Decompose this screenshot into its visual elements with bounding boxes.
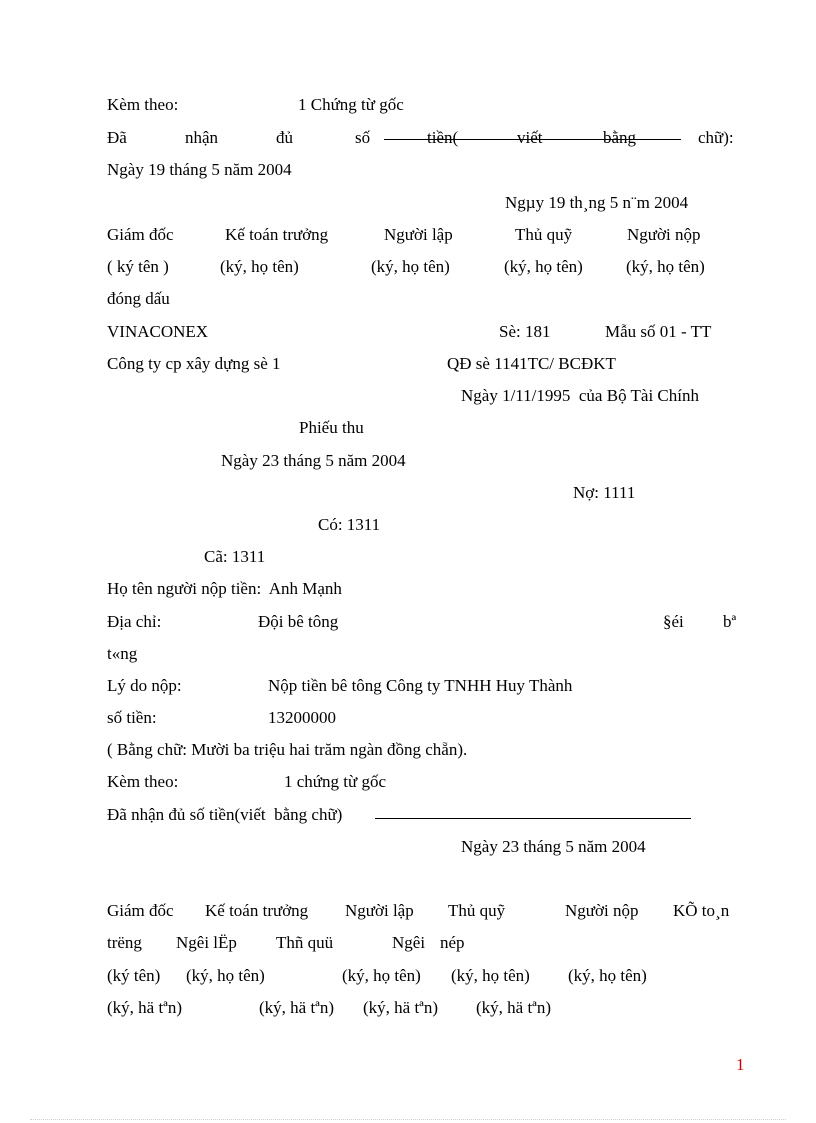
signature-note-garbled: (ký, hä tªn) (259, 998, 335, 1017)
signature-note-garbled: (ký, hä tªn) (476, 998, 552, 1017)
form-number: Mẫu số 01 - TT (605, 322, 712, 341)
signature-garbled: Ngêi lËp (176, 933, 237, 952)
page-number: 1 (736, 1055, 745, 1074)
signature-title: Thủ quỹ (448, 901, 506, 920)
da-nhan-end: chữ): (698, 128, 734, 147)
signature-garbled: nép (440, 933, 465, 952)
date-line: Ngày 19 tháng 5 năm 2004 (107, 160, 292, 179)
sign-note: (ký, họ tên) (504, 257, 583, 276)
sign-note: ( ký tên ) (107, 257, 169, 276)
signature-note-garbled: (ký, hä tªn) (363, 998, 439, 1017)
signature-note: (ký, họ tên) (568, 966, 647, 985)
signature-title: Kế toán trưởng (205, 901, 309, 920)
credit-account-garbled: Cã: 1311 (204, 547, 266, 566)
signature-note: (ký, họ tên) (342, 966, 421, 985)
signature-note: (ký tên) (107, 966, 161, 985)
attachment-label: Kèm theo: (107, 772, 179, 791)
signature-title: KÕ to¸n (673, 901, 730, 920)
signature-garbled: trëng (107, 933, 142, 952)
receipt-date: Ngày 23 tháng 5 năm 2004 (221, 451, 406, 470)
date-line-garbled: Ngµy 19 th¸ng 5 n¨m 2004 (505, 193, 689, 212)
kem-theo-label: Kèm theo: (107, 95, 179, 114)
sign-note: (ký, họ tên) (220, 257, 299, 276)
company-sub: Công ty cp xây dựng sè 1 (107, 354, 281, 373)
page-footer-divider (30, 1119, 786, 1120)
signature-title: Người lập (345, 901, 414, 920)
payer-name: Họ tên người nộp tiền: Anh Mạnh (107, 579, 342, 598)
signature-note-garbled: (ký, hä tªn) (107, 998, 183, 1017)
address-label: Địa chỉ: (107, 612, 162, 631)
da-nhan-word: số (355, 128, 371, 147)
reason-label: Lý do nộp: (107, 676, 182, 695)
sign-title: Thủ quỹ (515, 225, 573, 244)
attachment-value: 1 chứng từ gốc (284, 772, 386, 791)
kem-theo-value: 1 Chứng từ gốc (298, 95, 404, 114)
sign-title: Người lập (384, 225, 453, 244)
sign-title: Giám đốc (107, 225, 174, 244)
document-number: Sè: 181 (499, 322, 551, 341)
decision-number: QĐ sè 1141TC/ BCĐKT (447, 354, 616, 373)
signature-note: (ký, họ tên) (186, 966, 265, 985)
da-nhan-struck-word: viết (517, 128, 543, 147)
company-name: VINACONEX (107, 322, 209, 341)
sign-note: (ký, họ tên) (371, 257, 450, 276)
signature-garbled: Thñ quü (276, 933, 334, 952)
dong-dau: đóng dấu (107, 289, 170, 308)
da-nhan-struck-word: bằng (603, 128, 637, 147)
decision-date: Ngày 1/11/1995 của Bộ Tài Chính (461, 386, 699, 405)
fill-in-line (375, 818, 691, 819)
signature-garbled: Ngêi (392, 933, 426, 952)
signature-title: Người nộp (565, 901, 639, 920)
address-value: Đội bê tông (258, 612, 339, 631)
amount-in-words: ( Bằng chữ: Mười ba triệu hai trăm ngàn đồng chẵn). (107, 740, 468, 759)
address-garbled: bª (723, 612, 737, 631)
reason-value: Nộp tiền bê tông Công ty TNHH Huy Thành (268, 676, 573, 695)
credit-account: Có: 1311 (318, 515, 381, 534)
signature-note: (ký, họ tên) (451, 966, 530, 985)
sign-note: (ký, họ tên) (626, 257, 705, 276)
debit-account: Nợ: 1111 (573, 483, 636, 502)
received-amount-label: Đã nhận đủ số tiền(viết bằng chữ) (107, 805, 343, 824)
da-nhan-word: nhận (185, 128, 219, 147)
sign-title: Kế toán trưởng (225, 225, 329, 244)
da-nhan-word: Đã (107, 128, 127, 147)
amount-label: số tiền: (107, 708, 157, 727)
address-garbled: t«ng (107, 644, 138, 663)
receipt-date-bottom: Ngày 23 tháng 5 năm 2004 (461, 837, 646, 856)
da-nhan-struck-word: tiền( (427, 128, 459, 147)
sign-title: Người nộp (627, 225, 701, 244)
address-garbled: §éi (663, 612, 684, 631)
receipt-title: Phiếu thu (299, 418, 364, 437)
amount-value: 13200000 (268, 708, 336, 727)
da-nhan-word: đủ (276, 128, 293, 147)
signature-title: Giám đốc (107, 901, 174, 920)
